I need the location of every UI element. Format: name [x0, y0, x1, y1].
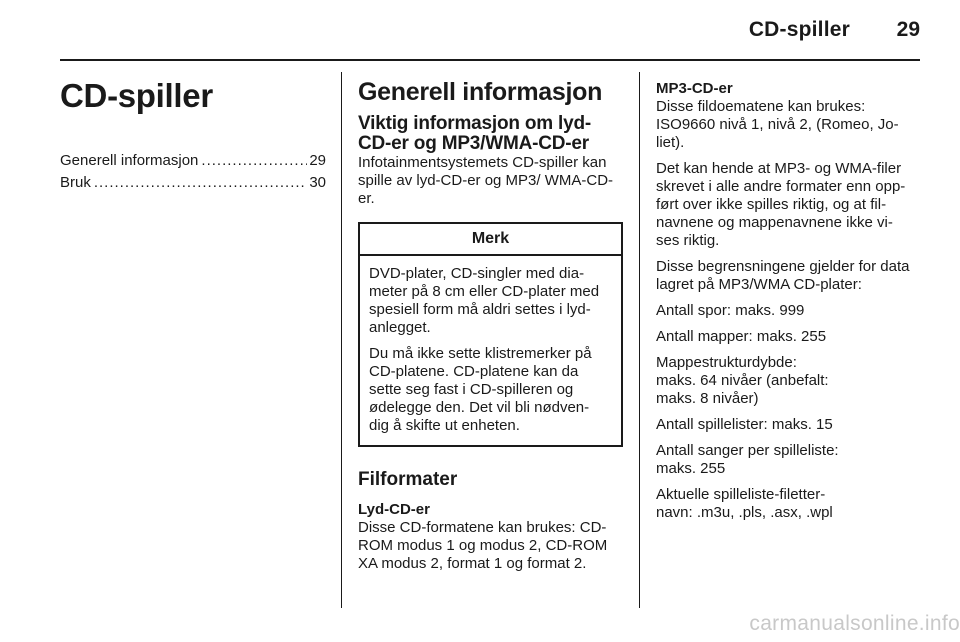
folder-depth-max: maks. 64 nivåer (anbefalt: [656, 372, 829, 389]
folder-depth-recommended: maks. 8 nivåer) [656, 390, 759, 407]
toc-leader-dots [94, 172, 307, 193]
note-paragraph: Du må ikke sette klistremerker på CD-platene. CD-platene kan da sette seg fast i CD-spilleren og ødelegge den. Det vil bli nødven- dig å skifte ut enheten. [369, 345, 592, 434]
max-playlists: Antall spillelister: maks. 15 [656, 416, 833, 433]
songs-per-playlist-value: maks. 255 [656, 460, 726, 477]
songs-per-playlist-label: Antall sanger per spilleliste: [656, 442, 839, 459]
column-1 [60, 72, 326, 194]
subsection-title: Viktig informasjon om lyd-CD-er og MP3/WMA-CD-er [358, 113, 592, 154]
playlist-extensions-value: navn: .m3u, .pls, .asx, .wpl [656, 504, 833, 521]
mp3-intro-paragraph: Disse fildoematene kan brukes: ISO9660 nivå 1, nivå 2, (Romeo, Jo- liet). [656, 98, 899, 151]
limits-intro-paragraph: Disse begrensningene gjelder for data lagret på MP3/WMA CD-plater: [656, 258, 910, 293]
audio-cd-paragraph: Disse CD-formatene kan brukes: CD- ROM modus 1 og modus 2, CD-ROM XA modus 2, format 1 og format 2. [358, 519, 608, 572]
max-folders: Antall mapper: maks. 255 [656, 328, 827, 345]
watermark: carmanualsonline.info [749, 612, 960, 635]
toc-entry-page: 29 [309, 152, 326, 169]
fileformats-title: Filformater [358, 469, 458, 490]
column-divider-1 [341, 72, 342, 608]
note-paragraph: DVD-plater, CD-singler med dia- meter på 8 cm eller CD-plater med spesiell form må aldri settes i lyd- anlegget. [369, 265, 600, 336]
chapter-title: CD-spiller [60, 77, 213, 114]
intro-paragraph: Infotainmentsystemets CD-spiller kan spille av lyd-CD-er og MP3/ WMA-CD-er. [358, 154, 614, 207]
toc-entry-label: Bruk [60, 174, 91, 191]
folder-depth-label: Mappestrukturdybde: [656, 354, 797, 371]
toc-entry-page: 30 [309, 174, 326, 191]
mp3-warning-paragraph: Det kan hende at MP3- og WMA-filer skrevet i alle andre formater enn opp- ført over ikke spilles riktig, og at fil- navnene og mappenavnene ikke vi- ses riktig. [656, 160, 906, 249]
header-title: CD-spiller [748, 18, 850, 41]
note-box [358, 222, 623, 447]
header-rule [60, 59, 920, 61]
toc-entry-label: Generell informasjon [60, 152, 199, 169]
toc-leader-dots [201, 150, 307, 171]
column-3 [656, 72, 920, 530]
toc-entry-bruk[interactable] [60, 172, 326, 193]
table-of-contents [60, 150, 326, 193]
mp3-cd-heading: MP3-CD-er [656, 80, 733, 97]
page-number: 29 [896, 18, 920, 41]
column-divider-2 [639, 72, 640, 608]
toc-entry-generell-informasjon[interactable] [60, 150, 326, 171]
section-title: Generell informasjon [358, 78, 603, 106]
note-body [360, 256, 621, 445]
max-tracks: Antall spor: maks. 999 [656, 302, 805, 319]
audio-cd-heading: Lyd-CD-er [358, 501, 430, 518]
playlist-extensions-label: Aktuelle spilleliste-filetter- [656, 486, 826, 503]
note-heading: Merk [360, 224, 621, 256]
column-2 [358, 72, 623, 581]
